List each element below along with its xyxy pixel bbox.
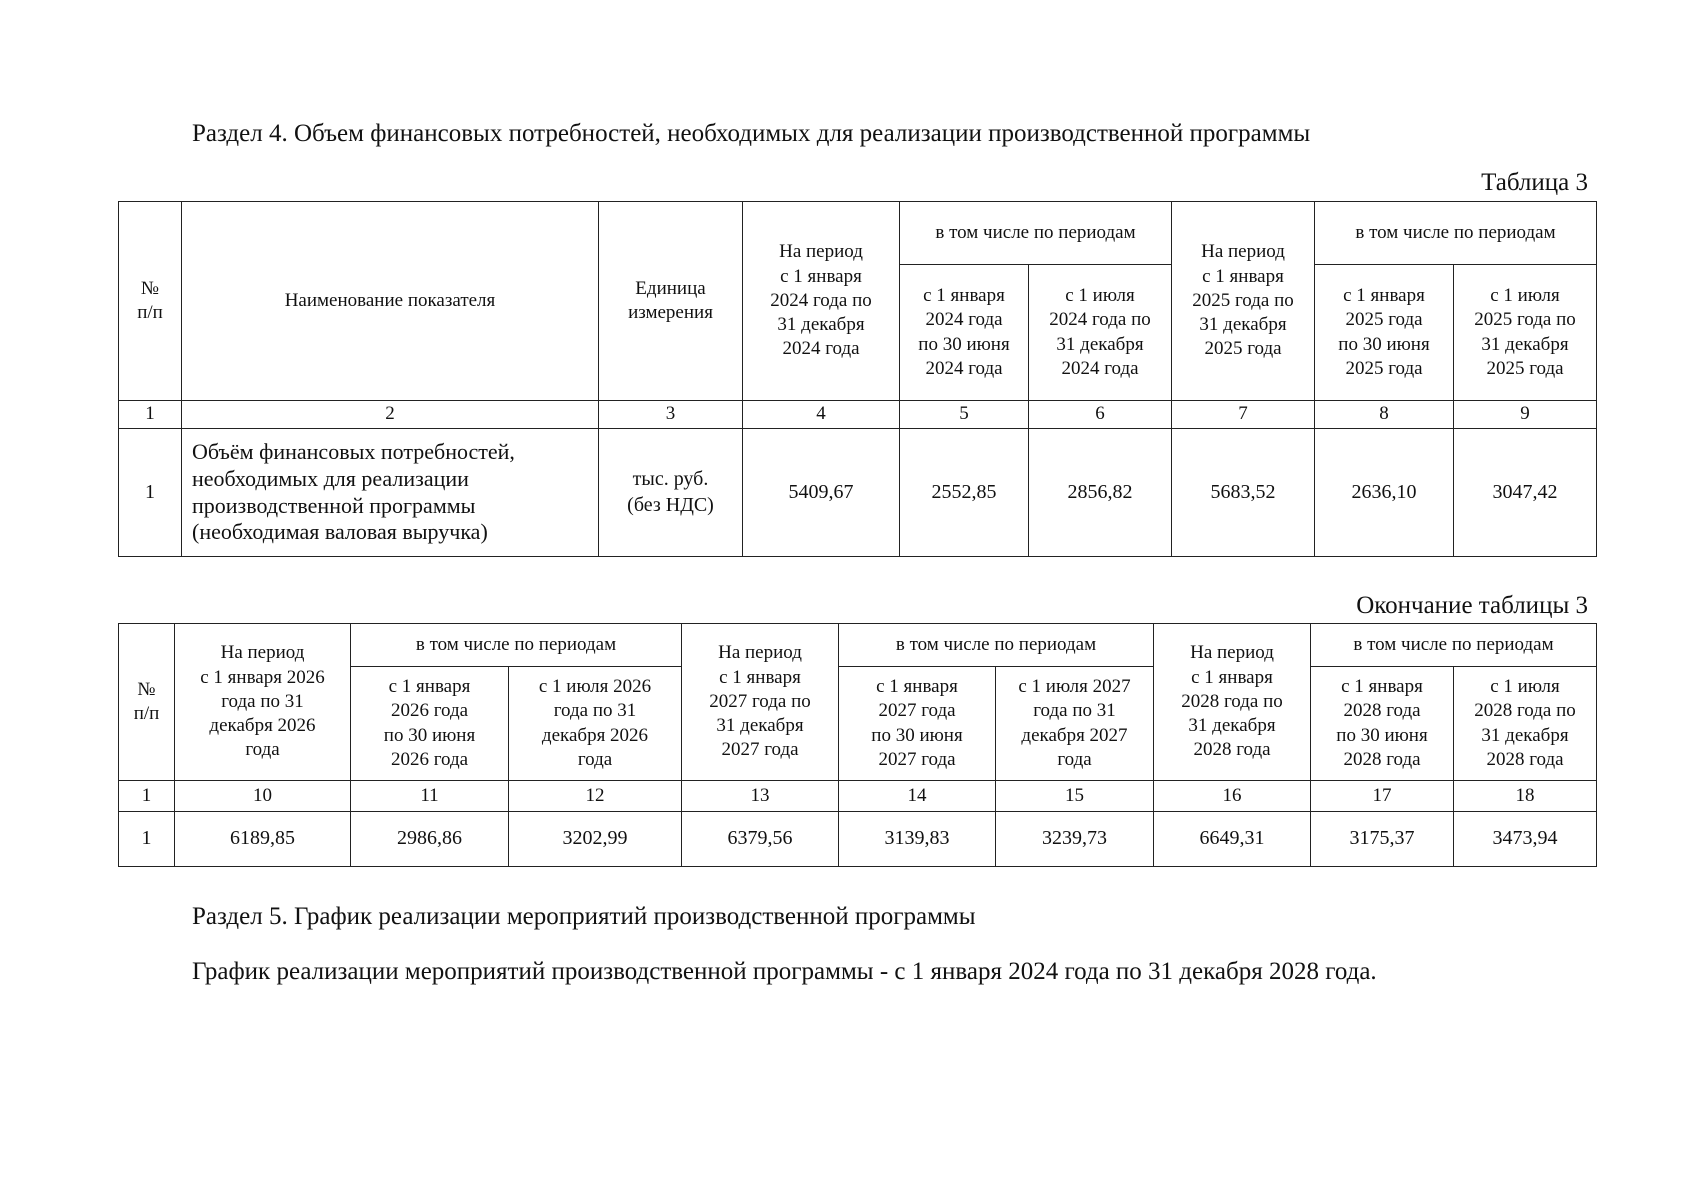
header-period-2024: На период с 1 января 2024 года по 31 декабря 2024 года [743,202,900,401]
row-unit: тыс. руб. (без НДС) [599,429,743,557]
header-num: № п/п [119,624,175,781]
row-num: 1 [119,429,182,557]
header-group-2028: в том числе по периодам [1311,624,1597,667]
col-number: 11 [351,781,509,812]
col-number: 4 [743,401,900,429]
value-cell: 2986,86 [351,812,509,867]
col-number: 6 [1029,401,1172,429]
header-name: Наименование показателя [182,202,599,401]
value-cell: 5409,67 [743,429,900,557]
table3-end-caption: Окончание таблицы 3 [1356,592,1588,619]
col-number: 5 [900,401,1029,429]
col-number: 8 [1315,401,1454,429]
header-h2-2026: с 1 июля 2026 года по 31 декабря 2026 года [509,667,682,781]
value-cell: 2636,10 [1315,429,1454,557]
value-cell: 6649,31 [1154,812,1311,867]
header-period-2028: На период с 1 января 2028 года по 31 декабря 2028 года [1154,624,1311,781]
row-name: Объём финансовых потребностей, необходимых для реализации производственной программы (необходимая валовая выручка) [182,429,599,557]
header-period-2026: На период с 1 января 2026 года по 31 декабря 2026 года [175,624,351,781]
col-number: 9 [1454,401,1597,429]
header-h2-2024: с 1 июля 2024 года по 31 декабря 2024 года [1029,265,1172,401]
col-number: 2 [182,401,599,429]
table3-end [118,623,1597,867]
col-number: 18 [1454,781,1597,812]
value-cell: 2856,82 [1029,429,1172,557]
value-cell: 3239,73 [996,812,1154,867]
header-h1-2024: с 1 января 2024 года по 30 июня 2024 года [900,265,1029,401]
header-h2-2025: с 1 июля 2025 года по 31 декабря 2025 года [1454,265,1597,401]
table3 [118,201,1597,557]
header-h1-2025: с 1 января 2025 года по 30 июня 2025 года [1315,265,1454,401]
value-cell: 2552,85 [900,429,1029,557]
table3-caption: Таблица 3 [1481,169,1588,196]
value-cell: 3473,94 [1454,812,1597,867]
section5-text: График реализации мероприятий производственной программы - с 1 января 2024 года по 31 декабря 2028 года. [192,958,1377,985]
value-cell: 5683,52 [1172,429,1315,557]
header-group-2027: в том числе по периодам [839,624,1154,667]
section5-title: Раздел 5. График реализации мероприятий производственной программы [192,903,976,930]
col-number: 7 [1172,401,1315,429]
header-unit: Единица измерения [599,202,743,401]
table-row [119,812,1597,867]
value-cell: 3047,42 [1454,429,1597,557]
value-cell: 3202,99 [509,812,682,867]
col-number: 1 [119,401,182,429]
header-h1-2026: с 1 января 2026 года по 30 июня 2026 года [351,667,509,781]
header-h2-2027: с 1 июля 2027 года по 31 декабря 2027 года [996,667,1154,781]
header-period-2025: На период с 1 января 2025 года по 31 декабря 2025 года [1172,202,1315,401]
table-row [119,429,1597,557]
value-cell: 6379,56 [682,812,839,867]
col-number: 16 [1154,781,1311,812]
value-cell: 3139,83 [839,812,996,867]
value-cell: 3175,37 [1311,812,1454,867]
col-number: 10 [175,781,351,812]
col-number: 15 [996,781,1154,812]
col-number: 17 [1311,781,1454,812]
col-number: 14 [839,781,996,812]
col-number: 3 [599,401,743,429]
header-period-2027: На период с 1 января 2027 года по 31 декабря 2027 года [682,624,839,781]
value-cell: 6189,85 [175,812,351,867]
header-h1-2028: с 1 января 2028 года по 30 июня 2028 года [1311,667,1454,781]
header-group-2025: в том числе по периодам [1315,202,1597,265]
col-number: 13 [682,781,839,812]
col-number: 12 [509,781,682,812]
header-num: № п/п [119,202,182,401]
section4-title: Раздел 4. Объем финансовых потребностей, необходимых для реализации производственной программы [192,120,1311,147]
row-num: 1 [119,812,175,867]
header-h1-2027: с 1 января 2027 года по 30 июня 2027 года [839,667,996,781]
header-h2-2028: с 1 июля 2028 года по 31 декабря 2028 года [1454,667,1597,781]
header-group-2026: в том числе по периодам [351,624,682,667]
col-number: 1 [119,781,175,812]
header-group-2024: в том числе по периодам [900,202,1172,265]
